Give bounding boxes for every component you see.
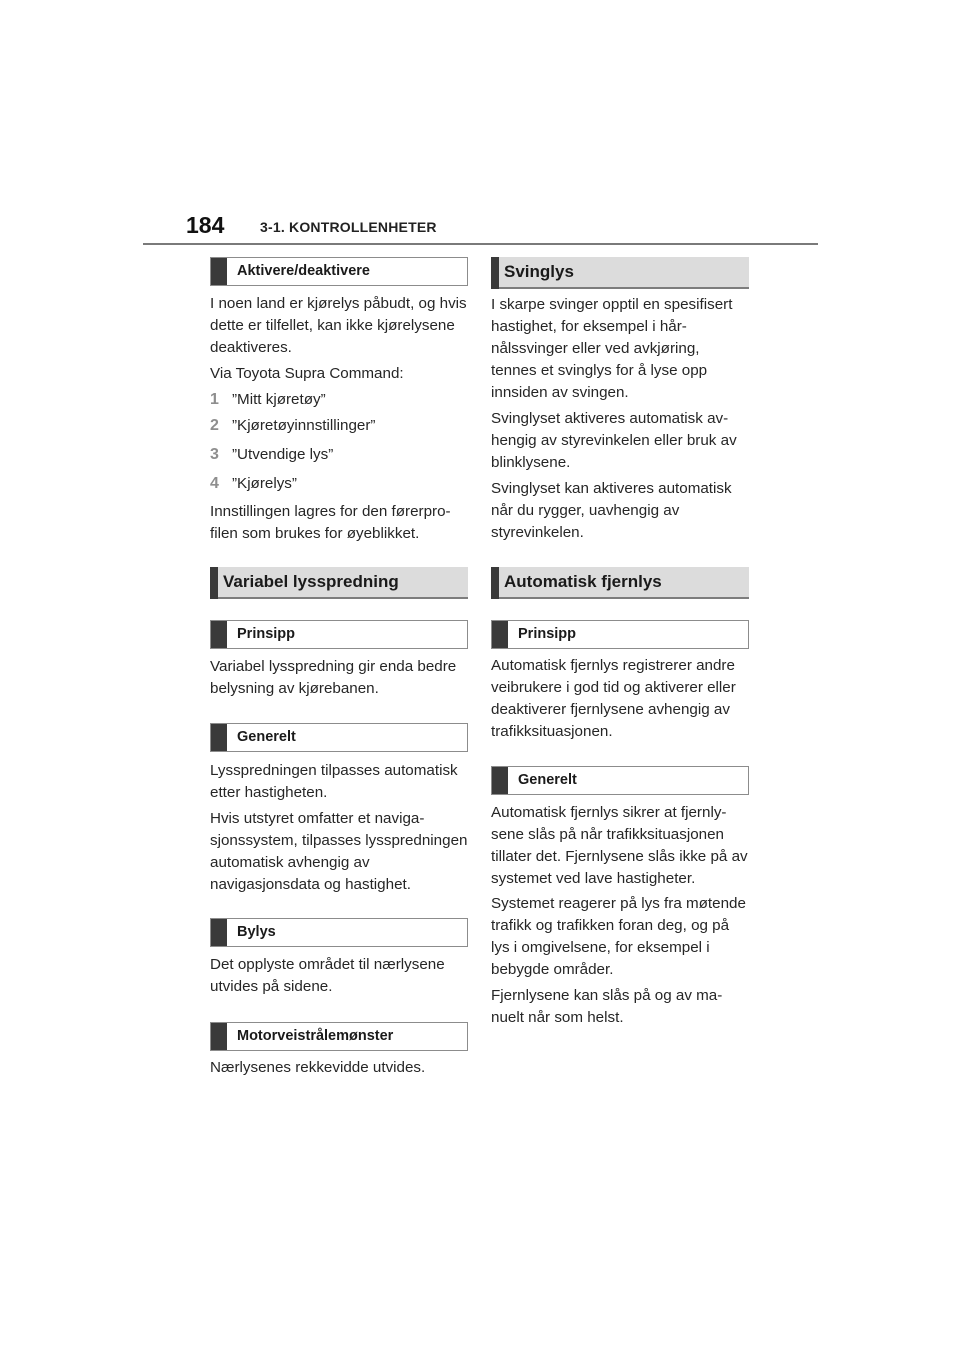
paragraph-bylys: Det opplyste området til nærlysene utvides på sidene. — [210, 956, 445, 995]
subheading-generelt — [210, 723, 468, 752]
paragraph-lysspredningen: Lysspredningen tilpasses automatisk etter hastigheten. — [210, 762, 458, 801]
page-number: 184 — [186, 212, 225, 238]
paragraph-svinglyset-aktiveres: Svinglyset aktiveres automatisk avhengig av styrevinkelen eller bruk av blinklysene. — [491, 410, 737, 471]
paragraph-svinglyset-rygger: Svinglyset kan aktiveres automatisk når du rygger, uavhengig av styrevinkelen. — [491, 480, 732, 541]
section-heading-variabel-lysspredning — [210, 567, 468, 599]
paragraph-via-command: Via Toyota Supra Command: — [210, 365, 404, 382]
paragraph-fjernlys-registrerer: Automatisk fjernlys registrerer andre veibrukere i god tid og aktiverer eller deaktiverer fjernlysene avhengig av trafikksituasjonen. — [491, 657, 736, 740]
section-heading-bar — [491, 257, 499, 289]
section-heading-bar — [491, 567, 499, 599]
step-number: 1 — [210, 391, 219, 408]
step-text: ”Kjørelys” — [232, 475, 297, 492]
section-heading-label: Automatisk fjernlys — [504, 572, 662, 591]
paragraph-innstillingen: Innstillingen lagres for den førerprofilen som brukes for øyeblikket. — [210, 503, 451, 542]
subheading-label: Motorveistrålemønster — [237, 1028, 394, 1044]
paragraph-manuelt: Fjernlysene kan slås på og av manuelt når som helst. — [491, 987, 723, 1026]
paragraph-motorvei: Nærlysenes rekkevidde utvides. — [210, 1059, 426, 1076]
step-item — [210, 389, 326, 411]
subheading-label: Generelt — [237, 729, 296, 745]
subheading-label: Prinsipp — [518, 626, 577, 642]
paragraph-kjorelys-pabudt: I noen land er kjørelys påbudt, og hvis dette er tilfellet, kan ikke kjørelysene deaktiveres. — [210, 295, 467, 356]
step-text: ”Mitt kjøretøy” — [232, 391, 326, 408]
step-number: 2 — [210, 417, 219, 434]
subheading-bar — [211, 919, 227, 946]
subheading-bar — [492, 767, 508, 794]
subheading-label: Bylys — [237, 924, 276, 940]
header-divider — [143, 243, 818, 245]
step-item — [210, 444, 333, 466]
subheading-label: Aktivere/deaktivere — [237, 263, 370, 279]
subheading-label: Generelt — [518, 772, 577, 788]
subheading-bar — [211, 1023, 227, 1050]
section-heading-svinglys — [491, 257, 749, 289]
step-number: 3 — [210, 446, 219, 463]
subheading-prinsipp — [491, 620, 749, 649]
subheading-bar — [211, 621, 227, 648]
step-text: ”Kjøretøyinnstillinger” — [232, 417, 376, 434]
step-item — [210, 473, 297, 495]
section-heading-automatisk-fjernlys — [491, 567, 749, 599]
paragraph-fjernlys-sikrer: Automatisk fjernlys sikrer at fjernlysene slås på når trafikksituasjonen tillater det. Fjernlysene slås ikke på av systemet ved lave hastigheter. — [491, 804, 748, 887]
paragraph-navigasjonssystem: Hvis utstyret omfatter et navigasjonssystem, tilpasses lysspredningen automatisk avhengig av navigasjonsdata og hastighet. — [210, 810, 468, 893]
subheading-generelt — [491, 766, 749, 795]
paragraph-skarpe-svinger: I skarpe svinger opptil en spesifisert hastighet, for eksempel i hårnålssvinger eller ved avkjøring, tennes et svinglys for å lyse opp innsiden av svingen. — [491, 296, 733, 401]
paragraph-systemet-reagerer: Systemet reagerer på lys fra møtende trafikk og trafikken foran deg, og på lys i omgivelsene, for eksempel i bebygde områder. — [491, 895, 746, 978]
step-text: ”Utvendige lys” — [232, 446, 334, 463]
step-number: 4 — [210, 475, 219, 492]
subheading-bar — [211, 258, 227, 285]
step-item — [210, 415, 375, 437]
section-heading-label: Svinglys — [504, 262, 574, 281]
subheading-motorveistralemonster — [210, 1022, 468, 1051]
chapter-title: 3-1. KONTROLLENHETER — [260, 219, 437, 235]
section-heading-bar — [210, 567, 218, 599]
paragraph-variabel-lysspredning: Variabel lysspredning gir enda bedre belysning av kjørebanen. — [210, 658, 457, 697]
subheading-prinsipp — [210, 620, 468, 649]
subheading-bar — [211, 724, 227, 751]
subheading-label: Prinsipp — [237, 626, 296, 642]
subheading-aktivere — [210, 257, 468, 286]
section-heading-label: Variabel lysspredning — [223, 572, 399, 591]
subheading-bar — [492, 621, 508, 648]
subheading-bylys — [210, 918, 468, 947]
